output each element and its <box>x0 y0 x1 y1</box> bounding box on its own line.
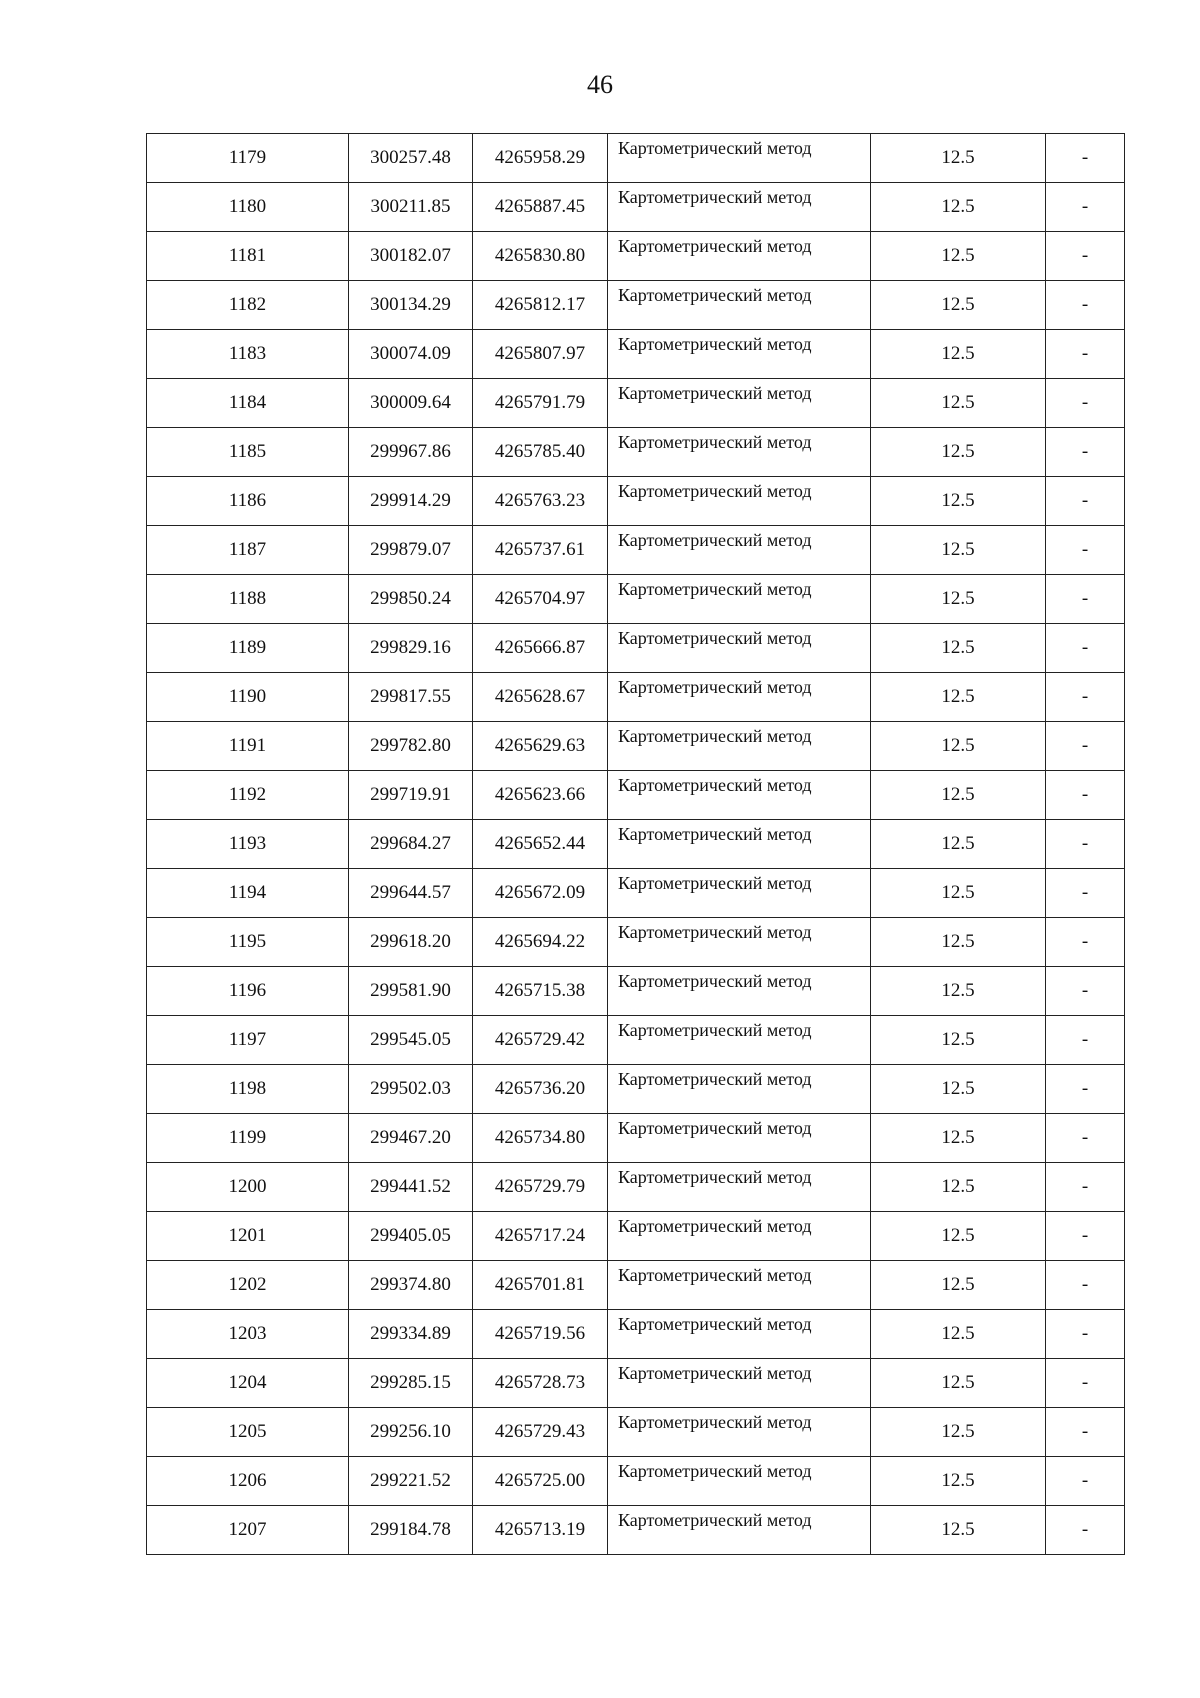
note-cell: - <box>1046 1408 1125 1457</box>
point-number-cell: 1187 <box>147 526 349 575</box>
note-cell: - <box>1046 918 1125 967</box>
note-cell: - <box>1046 673 1125 722</box>
y-coordinate-cell: 4265812.17 <box>473 281 608 330</box>
point-number-cell: 1203 <box>147 1310 349 1359</box>
point-number-cell: 1185 <box>147 428 349 477</box>
table-row <box>147 1016 1125 1065</box>
method-cell: Картометрический метод <box>608 1261 871 1310</box>
note-cell: - <box>1046 967 1125 1016</box>
point-number-cell: 1180 <box>147 183 349 232</box>
table-row <box>147 134 1125 183</box>
accuracy-cell: 12.5 <box>871 379 1046 428</box>
y-coordinate-cell: 4265734.80 <box>473 1114 608 1163</box>
table-row <box>147 1408 1125 1457</box>
table-row <box>147 1359 1125 1408</box>
coordinates-table <box>146 133 1125 1555</box>
accuracy-cell: 12.5 <box>871 1457 1046 1506</box>
y-coordinate-cell: 4265704.97 <box>473 575 608 624</box>
method-cell: Картометрический метод <box>608 379 871 428</box>
note-cell: - <box>1046 1359 1125 1408</box>
x-coordinate-cell: 300009.64 <box>349 379 473 428</box>
point-number-cell: 1183 <box>147 330 349 379</box>
method-cell: Картометрический метод <box>608 918 871 967</box>
table-row <box>147 1065 1125 1114</box>
method-cell: Картометрический метод <box>608 967 871 1016</box>
note-cell: - <box>1046 1457 1125 1506</box>
y-coordinate-cell: 4265729.43 <box>473 1408 608 1457</box>
x-coordinate-cell: 299829.16 <box>349 624 473 673</box>
point-number-cell: 1202 <box>147 1261 349 1310</box>
accuracy-cell: 12.5 <box>871 1310 1046 1359</box>
point-number-cell: 1201 <box>147 1212 349 1261</box>
point-number-cell: 1205 <box>147 1408 349 1457</box>
note-cell: - <box>1046 134 1125 183</box>
point-number-cell: 1193 <box>147 820 349 869</box>
accuracy-cell: 12.5 <box>871 575 1046 624</box>
y-coordinate-cell: 4265729.79 <box>473 1163 608 1212</box>
accuracy-cell: 12.5 <box>871 1065 1046 1114</box>
page-number: 46 <box>587 70 613 99</box>
note-cell: - <box>1046 1310 1125 1359</box>
method-cell: Картометрический метод <box>608 183 871 232</box>
point-number-cell: 1204 <box>147 1359 349 1408</box>
x-coordinate-cell: 299719.91 <box>349 771 473 820</box>
point-number-cell: 1189 <box>147 624 349 673</box>
method-cell: Картометрический метод <box>608 1359 871 1408</box>
x-coordinate-cell: 299817.55 <box>349 673 473 722</box>
note-cell: - <box>1046 624 1125 673</box>
table-row <box>147 722 1125 771</box>
table-row <box>147 232 1125 281</box>
x-coordinate-cell: 299374.80 <box>349 1261 473 1310</box>
y-coordinate-cell: 4265715.38 <box>473 967 608 1016</box>
x-coordinate-cell: 299441.52 <box>349 1163 473 1212</box>
accuracy-cell: 12.5 <box>871 526 1046 575</box>
method-cell: Картометрический метод <box>608 1065 871 1114</box>
y-coordinate-cell: 4265628.67 <box>473 673 608 722</box>
y-coordinate-cell: 4265694.22 <box>473 918 608 967</box>
x-coordinate-cell: 299644.57 <box>349 869 473 918</box>
accuracy-cell: 12.5 <box>871 183 1046 232</box>
x-coordinate-cell: 300074.09 <box>349 330 473 379</box>
table-row <box>147 428 1125 477</box>
x-coordinate-cell: 299581.90 <box>349 967 473 1016</box>
y-coordinate-cell: 4265672.09 <box>473 869 608 918</box>
x-coordinate-cell: 299967.86 <box>349 428 473 477</box>
table-row <box>147 379 1125 428</box>
x-coordinate-cell: 299914.29 <box>349 477 473 526</box>
y-coordinate-cell: 4265713.19 <box>473 1506 608 1555</box>
table-row <box>147 1163 1125 1212</box>
note-cell: - <box>1046 477 1125 526</box>
method-cell: Картометрический метод <box>608 771 871 820</box>
accuracy-cell: 12.5 <box>871 477 1046 526</box>
accuracy-cell: 12.5 <box>871 624 1046 673</box>
note-cell: - <box>1046 1065 1125 1114</box>
table-row <box>147 281 1125 330</box>
point-number-cell: 1181 <box>147 232 349 281</box>
x-coordinate-cell: 299221.52 <box>349 1457 473 1506</box>
note-cell: - <box>1046 771 1125 820</box>
table-row <box>147 624 1125 673</box>
method-cell: Картометрический метод <box>608 1408 871 1457</box>
note-cell: - <box>1046 330 1125 379</box>
accuracy-cell: 12.5 <box>871 673 1046 722</box>
note-cell: - <box>1046 281 1125 330</box>
x-coordinate-cell: 299684.27 <box>349 820 473 869</box>
note-cell: - <box>1046 379 1125 428</box>
x-coordinate-cell: 299405.05 <box>349 1212 473 1261</box>
table-row <box>147 1457 1125 1506</box>
x-coordinate-cell: 299285.15 <box>349 1359 473 1408</box>
accuracy-cell: 12.5 <box>871 771 1046 820</box>
accuracy-cell: 12.5 <box>871 722 1046 771</box>
point-number-cell: 1186 <box>147 477 349 526</box>
method-cell: Картометрический метод <box>608 673 871 722</box>
accuracy-cell: 12.5 <box>871 869 1046 918</box>
y-coordinate-cell: 4265729.42 <box>473 1016 608 1065</box>
x-coordinate-cell: 299618.20 <box>349 918 473 967</box>
method-cell: Картометрический метод <box>608 428 871 477</box>
y-coordinate-cell: 4265736.20 <box>473 1065 608 1114</box>
accuracy-cell: 12.5 <box>871 1506 1046 1555</box>
table-row <box>147 575 1125 624</box>
method-cell: Картометрический метод <box>608 820 871 869</box>
table-row <box>147 1261 1125 1310</box>
x-coordinate-cell: 299879.07 <box>349 526 473 575</box>
table-row <box>147 967 1125 1016</box>
table-row <box>147 526 1125 575</box>
x-coordinate-cell: 300134.29 <box>349 281 473 330</box>
note-cell: - <box>1046 232 1125 281</box>
y-coordinate-cell: 4265701.81 <box>473 1261 608 1310</box>
method-cell: Картометрический метод <box>608 281 871 330</box>
x-coordinate-cell: 299545.05 <box>349 1016 473 1065</box>
accuracy-cell: 12.5 <box>871 1359 1046 1408</box>
method-cell: Картометрический метод <box>608 134 871 183</box>
accuracy-cell: 12.5 <box>871 281 1046 330</box>
y-coordinate-cell: 4265725.00 <box>473 1457 608 1506</box>
method-cell: Картометрический метод <box>608 624 871 673</box>
method-cell: Картометрический метод <box>608 1114 871 1163</box>
point-number-cell: 1197 <box>147 1016 349 1065</box>
x-coordinate-cell: 299256.10 <box>349 1408 473 1457</box>
accuracy-cell: 12.5 <box>871 1408 1046 1457</box>
accuracy-cell: 12.5 <box>871 1261 1046 1310</box>
note-cell: - <box>1046 575 1125 624</box>
coordinates-table-body <box>147 134 1125 1555</box>
method-cell: Картометрический метод <box>608 526 871 575</box>
point-number-cell: 1192 <box>147 771 349 820</box>
note-cell: - <box>1046 1506 1125 1555</box>
table-row <box>147 673 1125 722</box>
y-coordinate-cell: 4265728.73 <box>473 1359 608 1408</box>
accuracy-cell: 12.5 <box>871 1016 1046 1065</box>
x-coordinate-cell: 300211.85 <box>349 183 473 232</box>
accuracy-cell: 12.5 <box>871 134 1046 183</box>
x-coordinate-cell: 299184.78 <box>349 1506 473 1555</box>
y-coordinate-cell: 4265737.61 <box>473 526 608 575</box>
y-coordinate-cell: 4265785.40 <box>473 428 608 477</box>
point-number-cell: 1196 <box>147 967 349 1016</box>
note-cell: - <box>1046 1114 1125 1163</box>
point-number-cell: 1182 <box>147 281 349 330</box>
table-row <box>147 1212 1125 1261</box>
table-row <box>147 820 1125 869</box>
point-number-cell: 1200 <box>147 1163 349 1212</box>
table-row <box>147 330 1125 379</box>
accuracy-cell: 12.5 <box>871 330 1046 379</box>
note-cell: - <box>1046 869 1125 918</box>
accuracy-cell: 12.5 <box>871 967 1046 1016</box>
accuracy-cell: 12.5 <box>871 1163 1046 1212</box>
y-coordinate-cell: 4265887.45 <box>473 183 608 232</box>
y-coordinate-cell: 4265791.79 <box>473 379 608 428</box>
point-number-cell: 1194 <box>147 869 349 918</box>
note-cell: - <box>1046 1163 1125 1212</box>
table-row <box>147 771 1125 820</box>
method-cell: Картометрический метод <box>608 1163 871 1212</box>
table-row <box>147 1506 1125 1555</box>
note-cell: - <box>1046 820 1125 869</box>
x-coordinate-cell: 299502.03 <box>349 1065 473 1114</box>
note-cell: - <box>1046 428 1125 477</box>
note-cell: - <box>1046 722 1125 771</box>
accuracy-cell: 12.5 <box>871 820 1046 869</box>
y-coordinate-cell: 4265666.87 <box>473 624 608 673</box>
method-cell: Картометрический метод <box>608 1506 871 1555</box>
method-cell: Картометрический метод <box>608 1212 871 1261</box>
x-coordinate-cell: 299782.80 <box>349 722 473 771</box>
y-coordinate-cell: 4265763.23 <box>473 477 608 526</box>
point-number-cell: 1206 <box>147 1457 349 1506</box>
note-cell: - <box>1046 1212 1125 1261</box>
x-coordinate-cell: 299467.20 <box>349 1114 473 1163</box>
x-coordinate-cell: 300182.07 <box>349 232 473 281</box>
table-row <box>147 918 1125 967</box>
method-cell: Картометрический метод <box>608 869 871 918</box>
note-cell: - <box>1046 1016 1125 1065</box>
table-row <box>147 869 1125 918</box>
note-cell: - <box>1046 183 1125 232</box>
y-coordinate-cell: 4265652.44 <box>473 820 608 869</box>
method-cell: Картометрический метод <box>608 232 871 281</box>
y-coordinate-cell: 4265623.66 <box>473 771 608 820</box>
accuracy-cell: 12.5 <box>871 1212 1046 1261</box>
x-coordinate-cell: 300257.48 <box>349 134 473 183</box>
x-coordinate-cell: 299334.89 <box>349 1310 473 1359</box>
point-number-cell: 1207 <box>147 1506 349 1555</box>
accuracy-cell: 12.5 <box>871 232 1046 281</box>
method-cell: Картометрический метод <box>608 477 871 526</box>
point-number-cell: 1179 <box>147 134 349 183</box>
point-number-cell: 1188 <box>147 575 349 624</box>
note-cell: - <box>1046 1261 1125 1310</box>
accuracy-cell: 12.5 <box>871 918 1046 967</box>
y-coordinate-cell: 4265807.97 <box>473 330 608 379</box>
method-cell: Картометрический метод <box>608 1310 871 1359</box>
note-cell: - <box>1046 526 1125 575</box>
y-coordinate-cell: 4265958.29 <box>473 134 608 183</box>
method-cell: Картометрический метод <box>608 330 871 379</box>
point-number-cell: 1191 <box>147 722 349 771</box>
table-row <box>147 1114 1125 1163</box>
method-cell: Картометрический метод <box>608 575 871 624</box>
x-coordinate-cell: 299850.24 <box>349 575 473 624</box>
accuracy-cell: 12.5 <box>871 428 1046 477</box>
table-row <box>147 183 1125 232</box>
y-coordinate-cell: 4265717.24 <box>473 1212 608 1261</box>
point-number-cell: 1190 <box>147 673 349 722</box>
accuracy-cell: 12.5 <box>871 1114 1046 1163</box>
point-number-cell: 1198 <box>147 1065 349 1114</box>
point-number-cell: 1199 <box>147 1114 349 1163</box>
y-coordinate-cell: 4265629.63 <box>473 722 608 771</box>
method-cell: Картометрический метод <box>608 722 871 771</box>
method-cell: Картометрический метод <box>608 1016 871 1065</box>
table-row <box>147 477 1125 526</box>
y-coordinate-cell: 4265830.80 <box>473 232 608 281</box>
method-cell: Картометрический метод <box>608 1457 871 1506</box>
point-number-cell: 1195 <box>147 918 349 967</box>
table-row <box>147 1310 1125 1359</box>
y-coordinate-cell: 4265719.56 <box>473 1310 608 1359</box>
point-number-cell: 1184 <box>147 379 349 428</box>
